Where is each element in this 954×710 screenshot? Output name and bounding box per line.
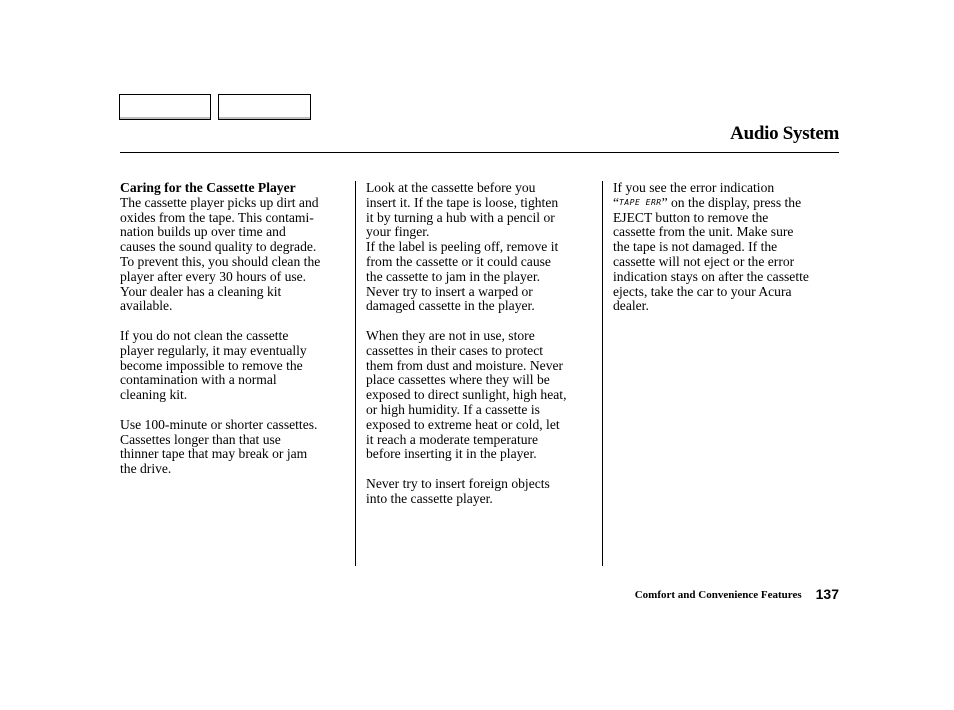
- text-line: indication stays on after the cassette: [613, 268, 809, 284]
- chapter-title: Comfort and Convenience Features: [634, 589, 802, 601]
- text-line: the cassette to jam in the player.: [366, 268, 541, 284]
- text-line: EJECT button to remove the: [613, 209, 769, 225]
- text-line: ejects, take the car to your Acura: [613, 283, 792, 299]
- column-divider: [355, 181, 356, 566]
- text-line: before inserting it in the player.: [366, 446, 537, 462]
- text-line: contamination with a normal: [120, 372, 277, 388]
- close-quote-text: ” on the display, press the: [661, 194, 802, 210]
- text-line: player after every 30 hours of use.: [120, 268, 307, 284]
- text-line: The cassette player picks up dirt and: [120, 194, 319, 210]
- text-line: insert it. If the tape is loose, tighten: [366, 194, 559, 210]
- text-line: available.: [120, 298, 173, 314]
- text-line: place cassettes where they will be: [366, 372, 550, 388]
- subheading: Caring for the Cassette Player: [120, 180, 296, 195]
- text-line: or high humidity. If a cassette is: [366, 401, 540, 417]
- text-line: exposed to extreme heat or cold, let: [366, 416, 560, 432]
- header-rule: [120, 152, 839, 153]
- page-footer: [635, 586, 839, 604]
- text-line: oxides from the tape. This contami-: [120, 209, 314, 225]
- open-quote: “: [613, 194, 620, 210]
- text-line: the drive.: [120, 461, 172, 477]
- text-line: Your dealer has a cleaning kit: [120, 283, 282, 299]
- text-line: into the cassette player.: [366, 490, 493, 506]
- text-line: player regularly, it may eventually: [120, 342, 307, 358]
- text-line: become impossible to remove the: [120, 357, 303, 373]
- paragraph: [120, 196, 350, 314]
- text-line: nation builds up over time and: [120, 224, 286, 240]
- text-line: Look at the cassette before you: [366, 180, 536, 195]
- text-line: If the label is peeling off, remove it: [366, 239, 559, 255]
- tape-err-display-indication: TAPE ERR: [619, 197, 662, 207]
- text-line: exposed to direct sunlight, high heat,: [366, 387, 567, 403]
- column-1: [120, 181, 350, 492]
- text-line: from the cassette or it could cause: [366, 253, 551, 269]
- text-line: If you do not clean the cassette: [120, 327, 289, 343]
- nav-tab-next[interactable]: [218, 94, 311, 120]
- paragraph: [366, 240, 598, 314]
- text-line: them from dust and moisture. Never: [366, 357, 564, 373]
- text-line: damaged cassette in the player.: [366, 298, 535, 314]
- nav-tab-previous[interactable]: [119, 94, 211, 120]
- text-line: Never try to insert a warped or: [366, 283, 533, 299]
- text-line: causes the sound quality to degrade.: [120, 239, 317, 255]
- text-line: If you see the error indication: [613, 180, 775, 195]
- page-number: 137: [815, 586, 839, 602]
- text-line: your finger.: [366, 224, 430, 240]
- text-line: cassette from the unit. Make sure: [613, 224, 794, 240]
- paragraph: [120, 329, 350, 403]
- paragraph: [366, 181, 598, 240]
- paragraph: [366, 329, 598, 462]
- text-line: When they are not in use, store: [366, 327, 535, 343]
- paragraph: [366, 477, 598, 507]
- text-line: the tape is not damaged. If the: [613, 239, 778, 255]
- text-line: it by turning a hub with a pencil or: [366, 209, 555, 225]
- text-line: thinner tape that may break or jam: [120, 446, 308, 462]
- text-line: To prevent this, you should clean the: [120, 253, 321, 269]
- text-line: Cassettes longer than that use: [120, 431, 281, 447]
- paragraph: [613, 181, 839, 314]
- text-line: cleaning kit.: [120, 387, 188, 403]
- text-line: Never try to insert foreign objects: [366, 475, 550, 491]
- text-line: [613, 196, 839, 211]
- text-line: Use 100-minute or shorter cassettes.: [120, 416, 318, 432]
- text-line: cassette will not eject or the error: [613, 253, 795, 269]
- section-title: Audio System: [730, 123, 839, 144]
- column-2: [366, 181, 598, 521]
- column-divider: [602, 181, 603, 566]
- text-line: dealer.: [613, 298, 649, 314]
- text-line: it reach a moderate temperature: [366, 431, 539, 447]
- paragraph: [120, 418, 350, 477]
- text-line: cassettes in their cases to protect: [366, 342, 544, 358]
- column-3: [613, 181, 839, 329]
